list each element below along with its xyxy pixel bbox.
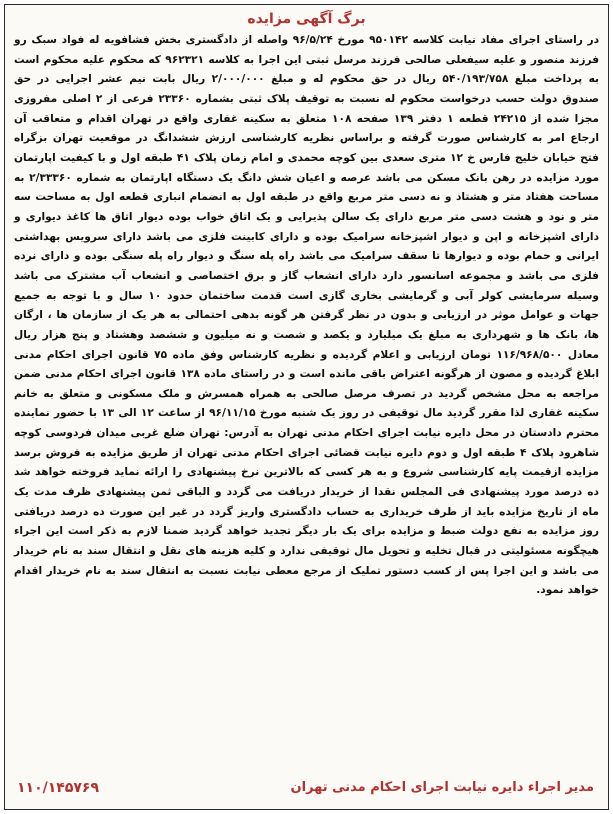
reference-number: ۱۱۰/۱۴۵۷۶۹ [17,780,100,796]
auction-notice [4,4,609,810]
notice-title: برگ آگهی مزایده [247,11,366,27]
notice-footer [17,777,594,799]
notice-body: در راستای اجرای مفاد نیابت کلاسه ۹۵۰۱۴۲ مورخ ۹۶/۵/۲۴ واصله از دادگستری بخش فشافویه له فواد سبک رو فرزند منصور و علیه سیفعلی صالحی فرزند مرسل ثبتی این اجرا به کلاسه ۹۶۲۳۲۱ که محکوم علیه محکوم است به پرداخت مبلغ ۵۴۰/۱۹۳/۷۵۸ ریال در حق محکوم له و مبلغ ۲/۰۰۰/۰۰۰ ریال بابت نیم عشر اجرایی در حق صندوق دولت حسب درخواست محکوم له نسبت به توقیف پلاک ثبتی بشماره ۲۳۳۶۰ فرعی از ۲ اصلی مفروزی مجزا شده از ۲۴۲۱۵ قطعه ۱ دفتر ۱۳۹ صفحه ۱۰۸ متعلق به سکینه غفاری واقع در تهران اقدام و متعاقب آن ارجاع امر به کارشناس صورت گرفته و براساس نظریه کارشناسی ارزش ششدانگ در موقعیت تهران بزگراه فتح خیابان خلیج فارس خ ۱۲ متری سعدی بین کوچه محمدی و امام زمان پلاک ۴۱ طبقه اول و با کیفیت اپارتمان مورد مزایده در رهن بانک مسکن می باشد عرصه و اعیان شش دانگ یک دستگاه اپارتمان به شماره ۲/۳۳۳۶۰ به مساحت هفتاد متر و هشتاد و نه دسی متر مربع واقع در طبقه اول به انضمام انباری قطعه اول به مساحت سه متر و نود و هشت دسی متر مربع دارای یک سالن پذیرایی و یک اتاق خواب بوده دیوار اتاق ها کاغذ دیواری و دارای اشپزخانه و اپن و دیوار اشپزخانه سرامیک بوده و دارای کابینت فلزی می باشد دارای سرویس بهداشتی ایرانی و حمام بوده و دیوارها تا سقف سرامیک می باشد راه پله سنگ و دیوار راه پله سنگی بوده و دارای نرده فلزی می باشد و مجموعه اسانسور دارد دارای انشعاب گاز و برق اختصاصی و انشعاب آب مشترک می باشد وسیله سرمایشی کولر آبی و گرمایشی بخاری گازی است قدمت ساختمان حدود ۱۰ سال و با توجه به جمیع جهات و عوامل موثر در ارزیابی و بدون در نظر گرفتن هر گونه بدهی احتمالی به هر یک از سازمان ها ، ارگان ها، بانک ها و شهرداری به مبلغ یک میلیارد و یکصد و شصت و نه میلیون و ششصد وهشتاد و پنج هزار ریال معادل ۱۱۶/۹۶۸/۵۰۰ تومان ارزیابی و اعلام گردیده و نظریه کارشناس وفق ماده ۷۵ قانون اجرای احکام مدنی ابلاغ گردیده و مصون از هرگونه اعتراض باقی مانده است و در راستای ماده ۱۳۸ قانون اجرای احکام مدنی ضمن مراجعه به محل مشخص گردید در تصرف مرصل صالحی به همراه همسرش و ملک مسکونی و متعلق به خانم سکینه غفاری لذا مقرر گردید مال توقیفی در روز یک شنبه مورخ ۹۶/۱۱/۱۵ از ساعت ۱۲ الی ۱۳ با حضور نماینده محترم دادستان در محل دایره نیابت اجرای احکام مدنی تهران به آدرس: تهران ضلع غربی میدان فردوسی کوچه شاهرود پلاک ۴ طبقه اول و دوم دایره نیابت قضائی اجرای احکام مدنی تهران از طریق مزایده به فروش برسد مزایده ازقیمت پایه کارشناسی شروع و به هر کسی که بالاترین نرخ پیشنهادی را ارائه نماید فروخته خواهد شد ده درصد مورد پیشنهادی فی المجلس نقدا از خریدار دریافت می گردد و الباقی ثمن پیشنهادی ظرف مدت یک ماه از تاریخ مزایده باید از طرف خریداری به حساب دادگستری واریز گردد در غیر این صورت ده درصد دریافتی روز مزایده به نفع دولت ضبط و مزایده برای یک بار دیگر تجدید خواهد گردید ضمنا لازم به ذکر است این اجراء هیچگونه مسئولیتی در قبال تخلیه و تحویل مال توقیفی ندارد و کلیه هزینه های نقل و انتقال سند به نام خریدار می باشد و این اجرا پس از کسب دستور تملیک از مرجع معطی نیابت نسبت به انتقال سند به نام خریدار اقدام خواهد نمود. [14,34,600,597]
signature-line: مدیر اجراء دایره نیابت اجرای احکام مدنی تهران [290,780,594,795]
